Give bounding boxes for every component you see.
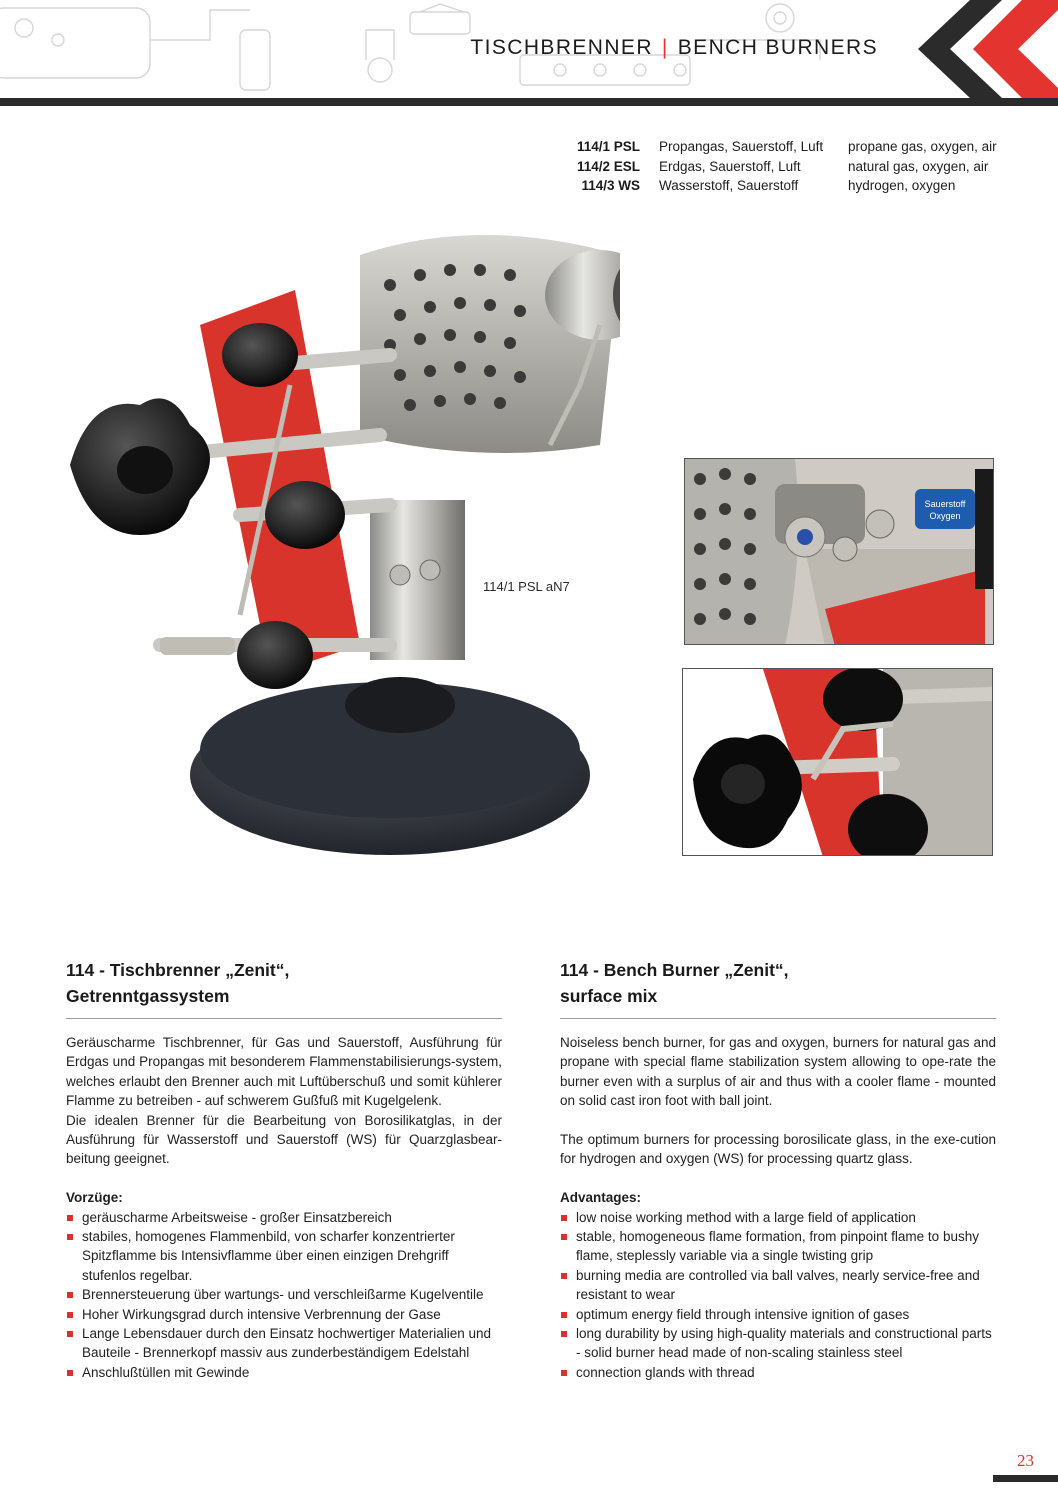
bullet-icon — [67, 1331, 73, 1337]
section-title-de-line2: Getrenntgassystem — [66, 986, 230, 1006]
list-item-text: Lange Lebensdauer durch den Einsatz hochwertiger Materialien und Bauteile - Brennerkopf massiv aus zunderbeständigem Edelstahl — [82, 1326, 492, 1361]
list-item-text: burning media are controlled via ball valves, nearly service-free and resistant to wear — [576, 1267, 980, 1303]
description-paragraph: Noiseless bench burner, for gas and oxygen, burners for natural gas and propane with special flame stabilization system allowing to ope-rate the burner even with a surplus of air and thus with a cooler flame - mounted on solid cast iron foot with ball joint. — [560, 1035, 996, 1109]
list-item — [66, 1227, 502, 1285]
list-item — [66, 1305, 502, 1324]
page-number: 23 — [1017, 1451, 1034, 1470]
bench-burner-photo — [60, 215, 620, 875]
list-item-text: long durability by using high-quality materials and constructional parts - solid burner head made of non-scaling stainless steel — [576, 1326, 992, 1361]
bullet-icon — [67, 1292, 73, 1298]
oxygen-label-en: Oxygen — [929, 511, 961, 521]
section-title-en-line2: surface mix — [560, 986, 658, 1006]
list-item-text: Hoher Wirkungsgrad durch intensive Verbrennung der Gase — [82, 1306, 441, 1322]
list-item — [560, 1324, 996, 1363]
advantages-title: Vorzüge: — [66, 1190, 123, 1206]
list-item-text: stabiles, homogenes Flammenbild, von scharfer konzentrierter Spitzflamme bis Intensivflamme über einen einzigen Drehgriff stufenlos regelbar. — [82, 1229, 455, 1283]
list-item — [560, 1266, 996, 1305]
model-gases-de: Propangas, Sauerstoff, Luft — [659, 139, 824, 154]
list-item — [560, 1227, 996, 1266]
section-divider — [66, 1018, 502, 1019]
list-item-text: low noise working method with a large field of application — [576, 1209, 916, 1225]
section-title-de-line1: 114 - Tischbrenner „Zenit“, — [66, 960, 290, 980]
description-paragraph: Geräuscharme Tischbrenner, für Gas und Sauerstoff, Ausführung für Erdgas und Propangas mit besonderem Flammenstabilisierungs-system, welches erlaubt den Brenner auch mit Luftüberschuß und somit kühlerer Flamme zu betreiben - auf schwerem Gußfuß mit Kugelgelenk. — [66, 1035, 502, 1109]
header-separator: | — [661, 36, 669, 59]
list-item — [560, 1208, 996, 1227]
advantages-list — [560, 1208, 996, 1383]
section-title-en-line1: 114 - Bench Burner „Zenit“, — [560, 960, 789, 980]
model-gases-de: Erdgas, Sauerstoff, Luft — [659, 158, 801, 174]
model-code: 114/3 WS — [581, 178, 640, 193]
bullet-icon — [67, 1215, 73, 1221]
list-item-text: Brennersteuerung über wartungs- und verschleißarme Kugelventile — [82, 1287, 484, 1303]
header-title-de: TISCHBRENNER — [470, 36, 653, 59]
bullet-icon — [561, 1215, 567, 1221]
model-gases-en: natural gas, oxygen, air — [848, 158, 989, 174]
main-photo-caption: 114/1 PSL aN7 — [483, 579, 570, 594]
list-item — [66, 1208, 502, 1227]
list-item-text: Anschlußtüllen mit Gewinde — [82, 1364, 250, 1380]
header-rule — [0, 98, 1058, 106]
advantages-list — [66, 1208, 502, 1383]
bullet-icon — [67, 1370, 73, 1376]
list-item — [66, 1363, 502, 1382]
bullet-icon — [561, 1370, 567, 1376]
description-paragraph: The optimum burners for processing borosilicate glass, in the exe-cution for hydrogen and oxygen (WS) for processing quartz glass. — [560, 1132, 996, 1167]
model-code: 114/2 ESL — [576, 158, 640, 174]
header-title — [470, 36, 878, 60]
bullet-icon — [561, 1312, 567, 1318]
list-item-text: geräuscharme Arbeitsweise - großer Einsatzbereich — [82, 1209, 392, 1225]
page-number-bar — [993, 1475, 1058, 1482]
list-item-text: connection glands with thread — [576, 1364, 755, 1380]
list-item — [560, 1305, 996, 1324]
header-title-en: BENCH BURNERS — [677, 36, 878, 59]
advantages-title: Advantages: — [560, 1190, 642, 1206]
list-item — [560, 1363, 996, 1382]
model-gases-en: propane gas, oxygen, air — [848, 139, 997, 154]
brand-chevron-icon — [918, 0, 1058, 98]
list-item-text: optimum energy field through intensive ignition of gases — [576, 1306, 910, 1322]
bullet-icon — [67, 1312, 73, 1318]
burner-detail-photo-knobs — [682, 668, 993, 856]
section-divider — [560, 1018, 996, 1019]
section-title-en — [560, 957, 996, 1009]
list-item — [66, 1324, 502, 1363]
description-de — [66, 957, 502, 1382]
bullet-icon — [561, 1234, 567, 1240]
bullet-icon — [561, 1273, 567, 1279]
section-title-de — [66, 957, 502, 1009]
description-en — [560, 957, 996, 1382]
model-gases-de: Wasserstoff, Sauerstoff — [659, 178, 799, 193]
model-gases-en: hydrogen, oxygen — [848, 178, 956, 193]
list-item-text: stable, homogeneous flame formation, from pinpoint flame to bushy flame, steplessly variable via a single twisting grip — [576, 1229, 979, 1264]
bullet-icon — [67, 1234, 73, 1240]
list-item — [66, 1285, 502, 1304]
oxygen-label: Sauerstoff — [924, 499, 966, 509]
model-code: 114/1 PSL — [576, 139, 640, 154]
description-paragraph: Die idealen Brenner für die Bearbeitung von Borosilikatglas, in der Ausführung für Wasserstoff und Sauerstoff (WS) für Quarzglasbear-beitung geeignet. — [66, 1112, 502, 1167]
page-header — [0, 0, 1058, 108]
burner-detail-photo-valves — [684, 458, 994, 645]
bullet-icon — [561, 1331, 567, 1337]
